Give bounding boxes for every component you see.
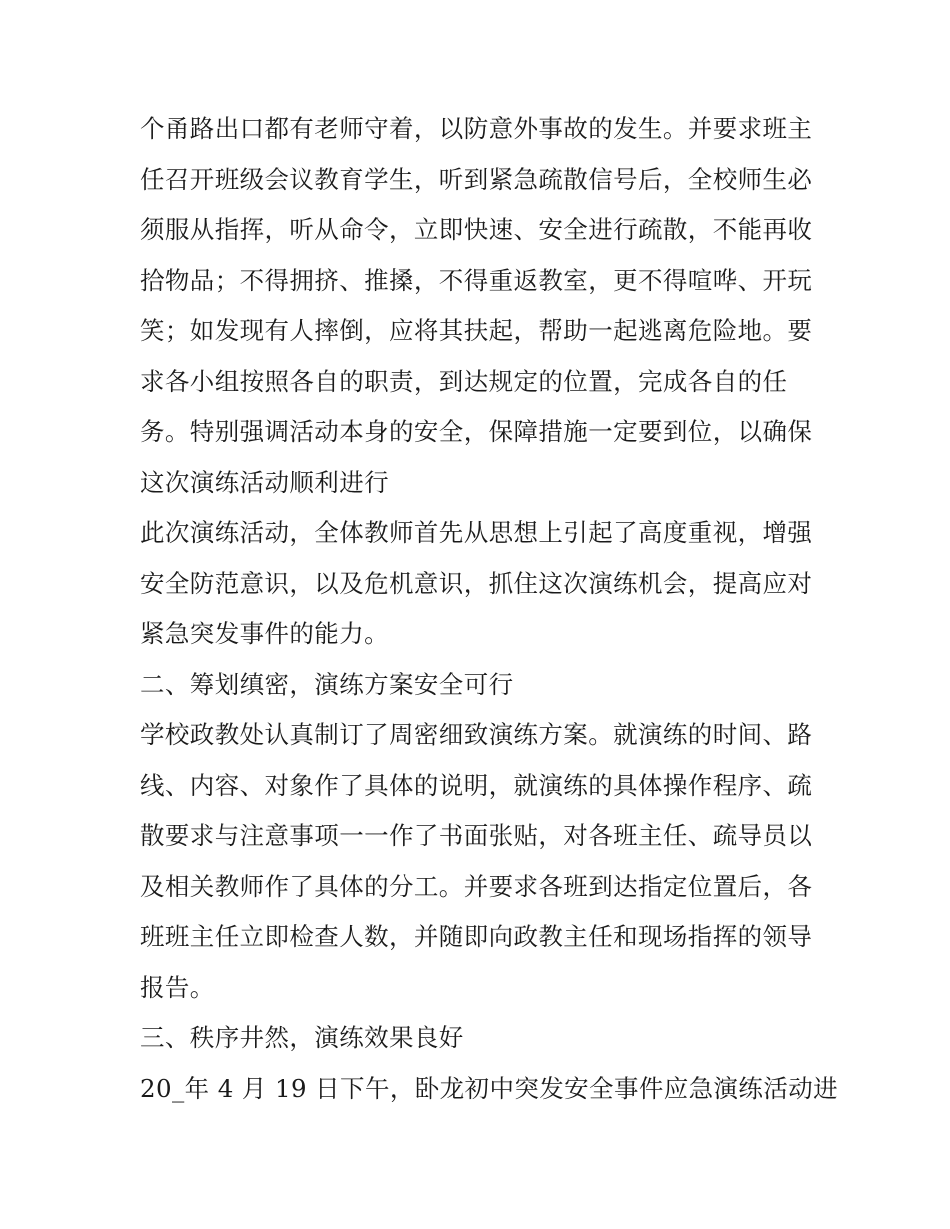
text-line: 笑；如发现有人摔倒，应将其扶起，帮助一起逃离危险地。要 — [140, 316, 813, 345]
text-line: 须服从指挥，听从命令，立即快速、安全进行疏散，不能再收 — [140, 215, 813, 244]
text-line: 任召开班级会议教育学生，听到紧急疏散信号后，全校师生必 — [140, 164, 813, 194]
text-line: 务。特别强调活动本身的安全，保障措施一定要到位，以确保 — [140, 417, 813, 446]
text-line: 20_年 4 月 19 日下午，卧龙初中突发安全事件应急演练活动进 — [140, 1073, 839, 1103]
section-heading: 三、秩序井然，演练效果良好 — [140, 1023, 464, 1052]
text-line: 学校政教处认真制订了周密细致演练方案。就演练的时间、路 — [140, 720, 813, 749]
document-body — [140, 104, 839, 1114]
text-line: 求各小组按照各自的职责，到达规定的位置，完成各自的任 — [140, 366, 788, 396]
text-line: 及相关教师作了具体的分工。并要求各班到达指定位置后，各 — [140, 871, 813, 901]
text-line: 报告。 — [140, 972, 215, 1002]
text-line: 散要求与注意事项一一作了书面张贴，对各班主任、疏导员以 — [140, 821, 813, 850]
text-line: 线、内容、对象作了具体的说明，就演练的具体操作程序、疏 — [140, 770, 813, 800]
text-line: 此次演练活动，全体教师首先从思想上引起了高度重视，增强 — [140, 518, 813, 547]
text-line: 这次演练活动顺利进行 — [140, 467, 389, 497]
text-line: 紧急突发事件的能力。 — [140, 619, 389, 648]
text-line: 拾物品；不得拥挤、推搡，不得重返教室，更不得喧哗、开玩 — [140, 265, 813, 295]
text-line: 个甬路出口都有老师守着，以防意外事故的发生。并要求班主 — [140, 114, 813, 143]
section-heading: 二、筹划缜密，演练方案安全可行 — [140, 669, 514, 699]
text-line: 安全防范意识，以及危机意识，抓住这次演练机会，提高应对 — [140, 568, 813, 598]
text-line: 班班主任立即检查人数，并随即向政教主任和现场指挥的领导 — [140, 922, 813, 951]
